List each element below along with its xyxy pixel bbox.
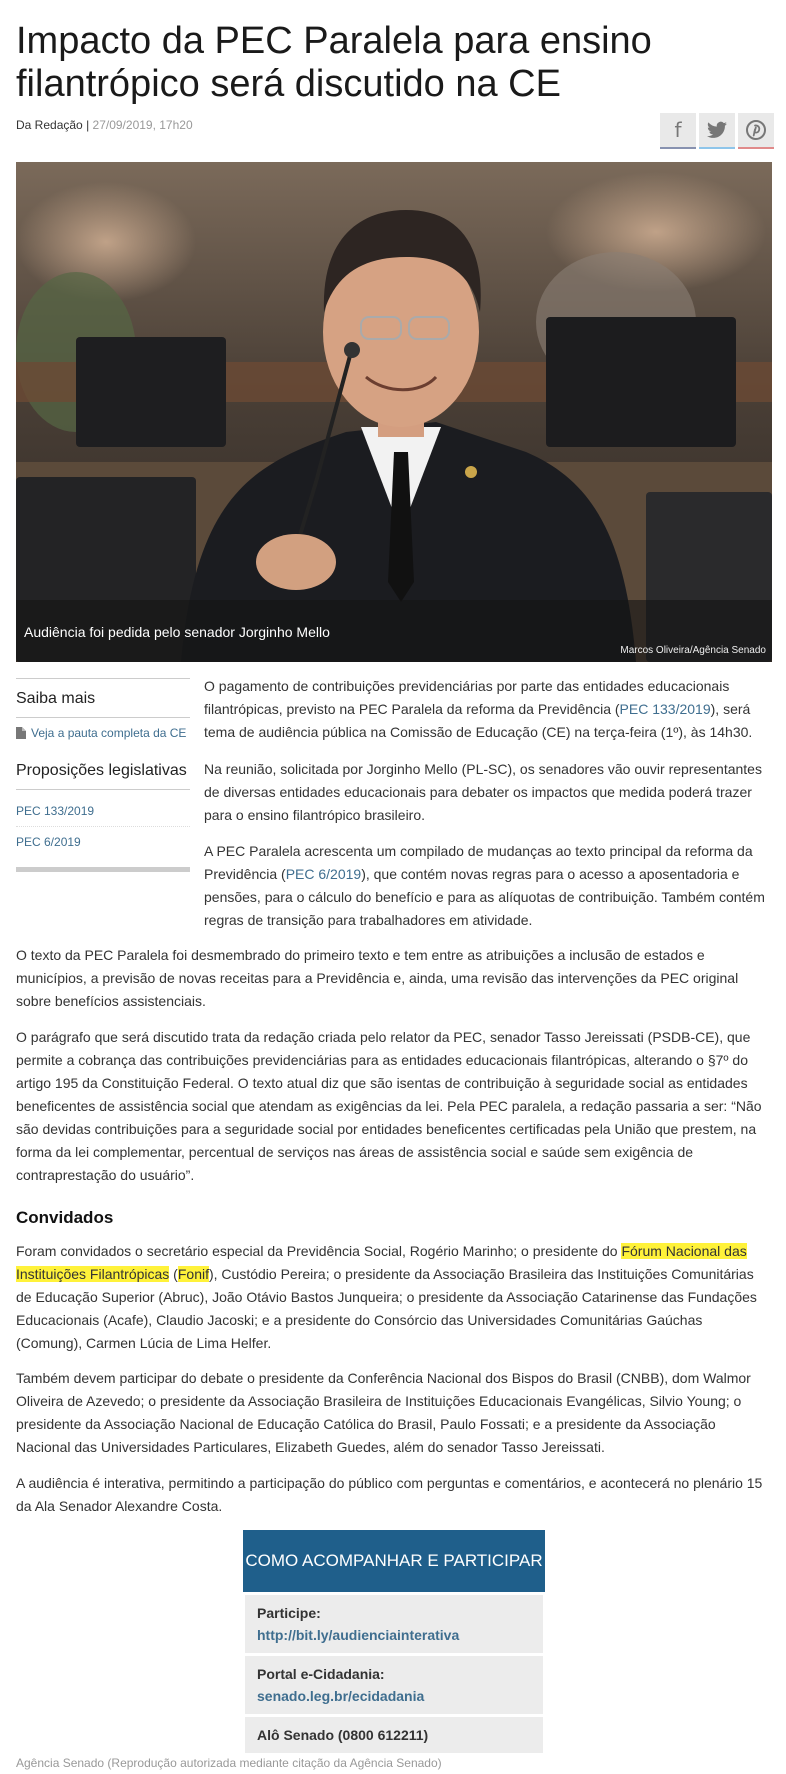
- article-title: Impacto da PEC Paralela para ensino filantrópico será discutido na CE: [16, 20, 652, 105]
- sidebar: [16, 678, 190, 872]
- fonif-highlight: Fórum Nacional das Instituições Filantrópicas: [16, 1243, 747, 1282]
- p3-text-b: ), que contém novas regras para o acesso a aposentadoria e pensões, para o cálculo do benefício e para as alíquotas de contribuição. Também contém regras de transição para trabalhadores em atividade.: [204, 866, 765, 928]
- paragraph-6: [16, 1240, 770, 1355]
- sidebar-item-pec-133[interactable]: PEC 133/2019: [16, 796, 190, 827]
- p6-text-a: Foram convidados o secretário especial da Previdência Social, Rogério Marinho; o presidente do: [16, 1243, 622, 1259]
- paragraph-2: Na reunião, solicitada por Jorginho Mello (PL-SC), os senadores vão ouvir representantes de diversas entidades educacionais para debater os impactos que medida poderá trazer para o ensino filantrópico brasileiro.: [204, 761, 762, 823]
- proposicoes-heading: Proposições legislativas: [16, 748, 190, 790]
- byline: [16, 118, 193, 132]
- facebook-icon: f: [674, 118, 682, 142]
- pauta-link-label: Veja a pauta completa da CE: [31, 726, 187, 740]
- pauta-link[interactable]: [16, 718, 190, 748]
- paragraph-8: A audiência é interativa, permitindo a participação do público com perguntas e comentários, e acontecerá no plenário 15 da Ala Senador Alexandre Costa.: [16, 1475, 763, 1514]
- sidebar-bottom-bar: [16, 867, 190, 872]
- publish-date: 27/09/2019, 17h20: [92, 118, 193, 132]
- participe-item: [245, 1595, 543, 1653]
- portal-url-link[interactable]: senado.leg.br/ecidadania: [257, 1688, 425, 1704]
- portal-label: Portal e-Cidadania:: [257, 1666, 385, 1682]
- saiba-mais-heading: Saiba mais: [16, 679, 190, 718]
- p6-text-b: (: [169, 1266, 178, 1282]
- p6-text-c: ), Custódio Pereira; o presidente da Associação Brasileira das Instituições Comunitárias de Educação Superior (Abruc), João Otávio Bastos Junqueira; o presidente da Associação Catarinense das Fundações Educacionais (Acafe), Claudio Jacoski; e a presidente do Consórcio das Universidades Comunitárias Gaúchas (Comung), Carmen Lúcia de Lima Helfer.: [16, 1266, 757, 1351]
- photo-caption: Audiência foi pedida pelo senador Jorginho Mello: [24, 624, 330, 640]
- paragraph-7: Também devem participar do debate o presidente da Conferência Nacional dos Bispos do Brasil (CNBB), dom Walmor Oliveira de Azevedo; o presidente da Associação Brasileira de Instituições Educacionais Evangélicas, Silvio Young; o presidente da Associação Nacional de Educação Católica do Brasil, Paulo Fossati; e a presidente da Associação Nacional das Universidades Particulares, Elizabeth Guedes, além do senador Tasso Jereissati.: [16, 1370, 751, 1455]
- alo-senado-item: [245, 1717, 543, 1753]
- senator-photo-illustration: [16, 162, 772, 662]
- share-buttons: [657, 113, 774, 149]
- participate-box-title: COMO ACOMPANHAR E PARTICIPAR: [243, 1530, 545, 1592]
- paragraph-5: O parágrafo que será discutido trata da redação criada pelo relator da PEC, senador Tasso Jereissati (PSDB-CE), que permite a cobrança das contribuições previdenciárias para as entidades educacionais filantrópicas, alterando o §7º do artigo 195 da Constituição Federal. O texto atual diz que são isentas de contribuição à seguridade social as entidades beneficentes de assistência social que atendam as exigências da lei. Pela PEC paralela, a redação passaria a ser: “Não são devidas contribuições para a seguridade social por entidades beneficentes certificadas pela União que prestem, na forma da lei complementar, percentual de serviços nas áreas de assistência social e saúde sem exigência de contraprestação do usuário”.: [16, 1029, 762, 1183]
- pinterest-icon: [746, 120, 766, 140]
- pec-133-link[interactable]: PEC 133/2019: [619, 701, 711, 717]
- p3-text-a: A PEC Paralela acrescenta um compilado de mudanças ao texto principal da reforma da Previdência (: [204, 843, 753, 882]
- photo-credit: Marcos Oliveira/Agência Senado: [620, 645, 766, 656]
- pinterest-share-button[interactable]: [738, 113, 774, 149]
- participate-box: [243, 1530, 545, 1753]
- alo-senado-label: Alô Senado (0800 612211): [257, 1727, 429, 1743]
- p1-text-b: ), será tema de audiência pública na Comissão de Educação (CE) na terça-feira (1º), às 14h30.: [204, 701, 753, 740]
- paragraph-3: [204, 840, 770, 932]
- document-icon: [16, 727, 26, 739]
- portal-item: [245, 1656, 543, 1714]
- paragraph-1: [204, 675, 770, 744]
- p1-text-a: O pagamento de contribuições previdenciárias por parte das entidades educacionais filantrópicas, previsto na PEC Paralela da reforma da Previdência (: [204, 678, 730, 717]
- participe-label: Participe:: [257, 1605, 321, 1621]
- footer-credit: Agência Senado (Reprodução autorizada mediante citação da Agência Senado): [16, 1756, 442, 1770]
- pec-6-link[interactable]: PEC 6/2019: [285, 866, 362, 882]
- participe-url-link[interactable]: http://bit.ly/audienciainterativa: [257, 1627, 460, 1643]
- facebook-share-button[interactable]: [660, 113, 696, 149]
- twitter-share-button[interactable]: [699, 113, 735, 149]
- paragraph-4: O texto da PEC Paralela foi desmembrado do primeiro texto e tem entre as atribuições a inclusão de estados e municípios, a previsão de novas receitas para a Previdência e, ainda, uma revisão das intervenções da PEC original sobre benefícios assistenciais.: [16, 947, 739, 1009]
- article-photo: [16, 162, 772, 662]
- fonif-acronym-highlight: Fonif: [177, 1266, 209, 1282]
- sidebar-item-pec-6[interactable]: PEC 6/2019: [16, 835, 81, 849]
- twitter-bird-icon: [707, 121, 727, 139]
- convidados-heading: Convidados: [16, 1208, 114, 1227]
- author: Da Redação: [16, 118, 83, 132]
- byline-separator: |: [86, 118, 90, 132]
